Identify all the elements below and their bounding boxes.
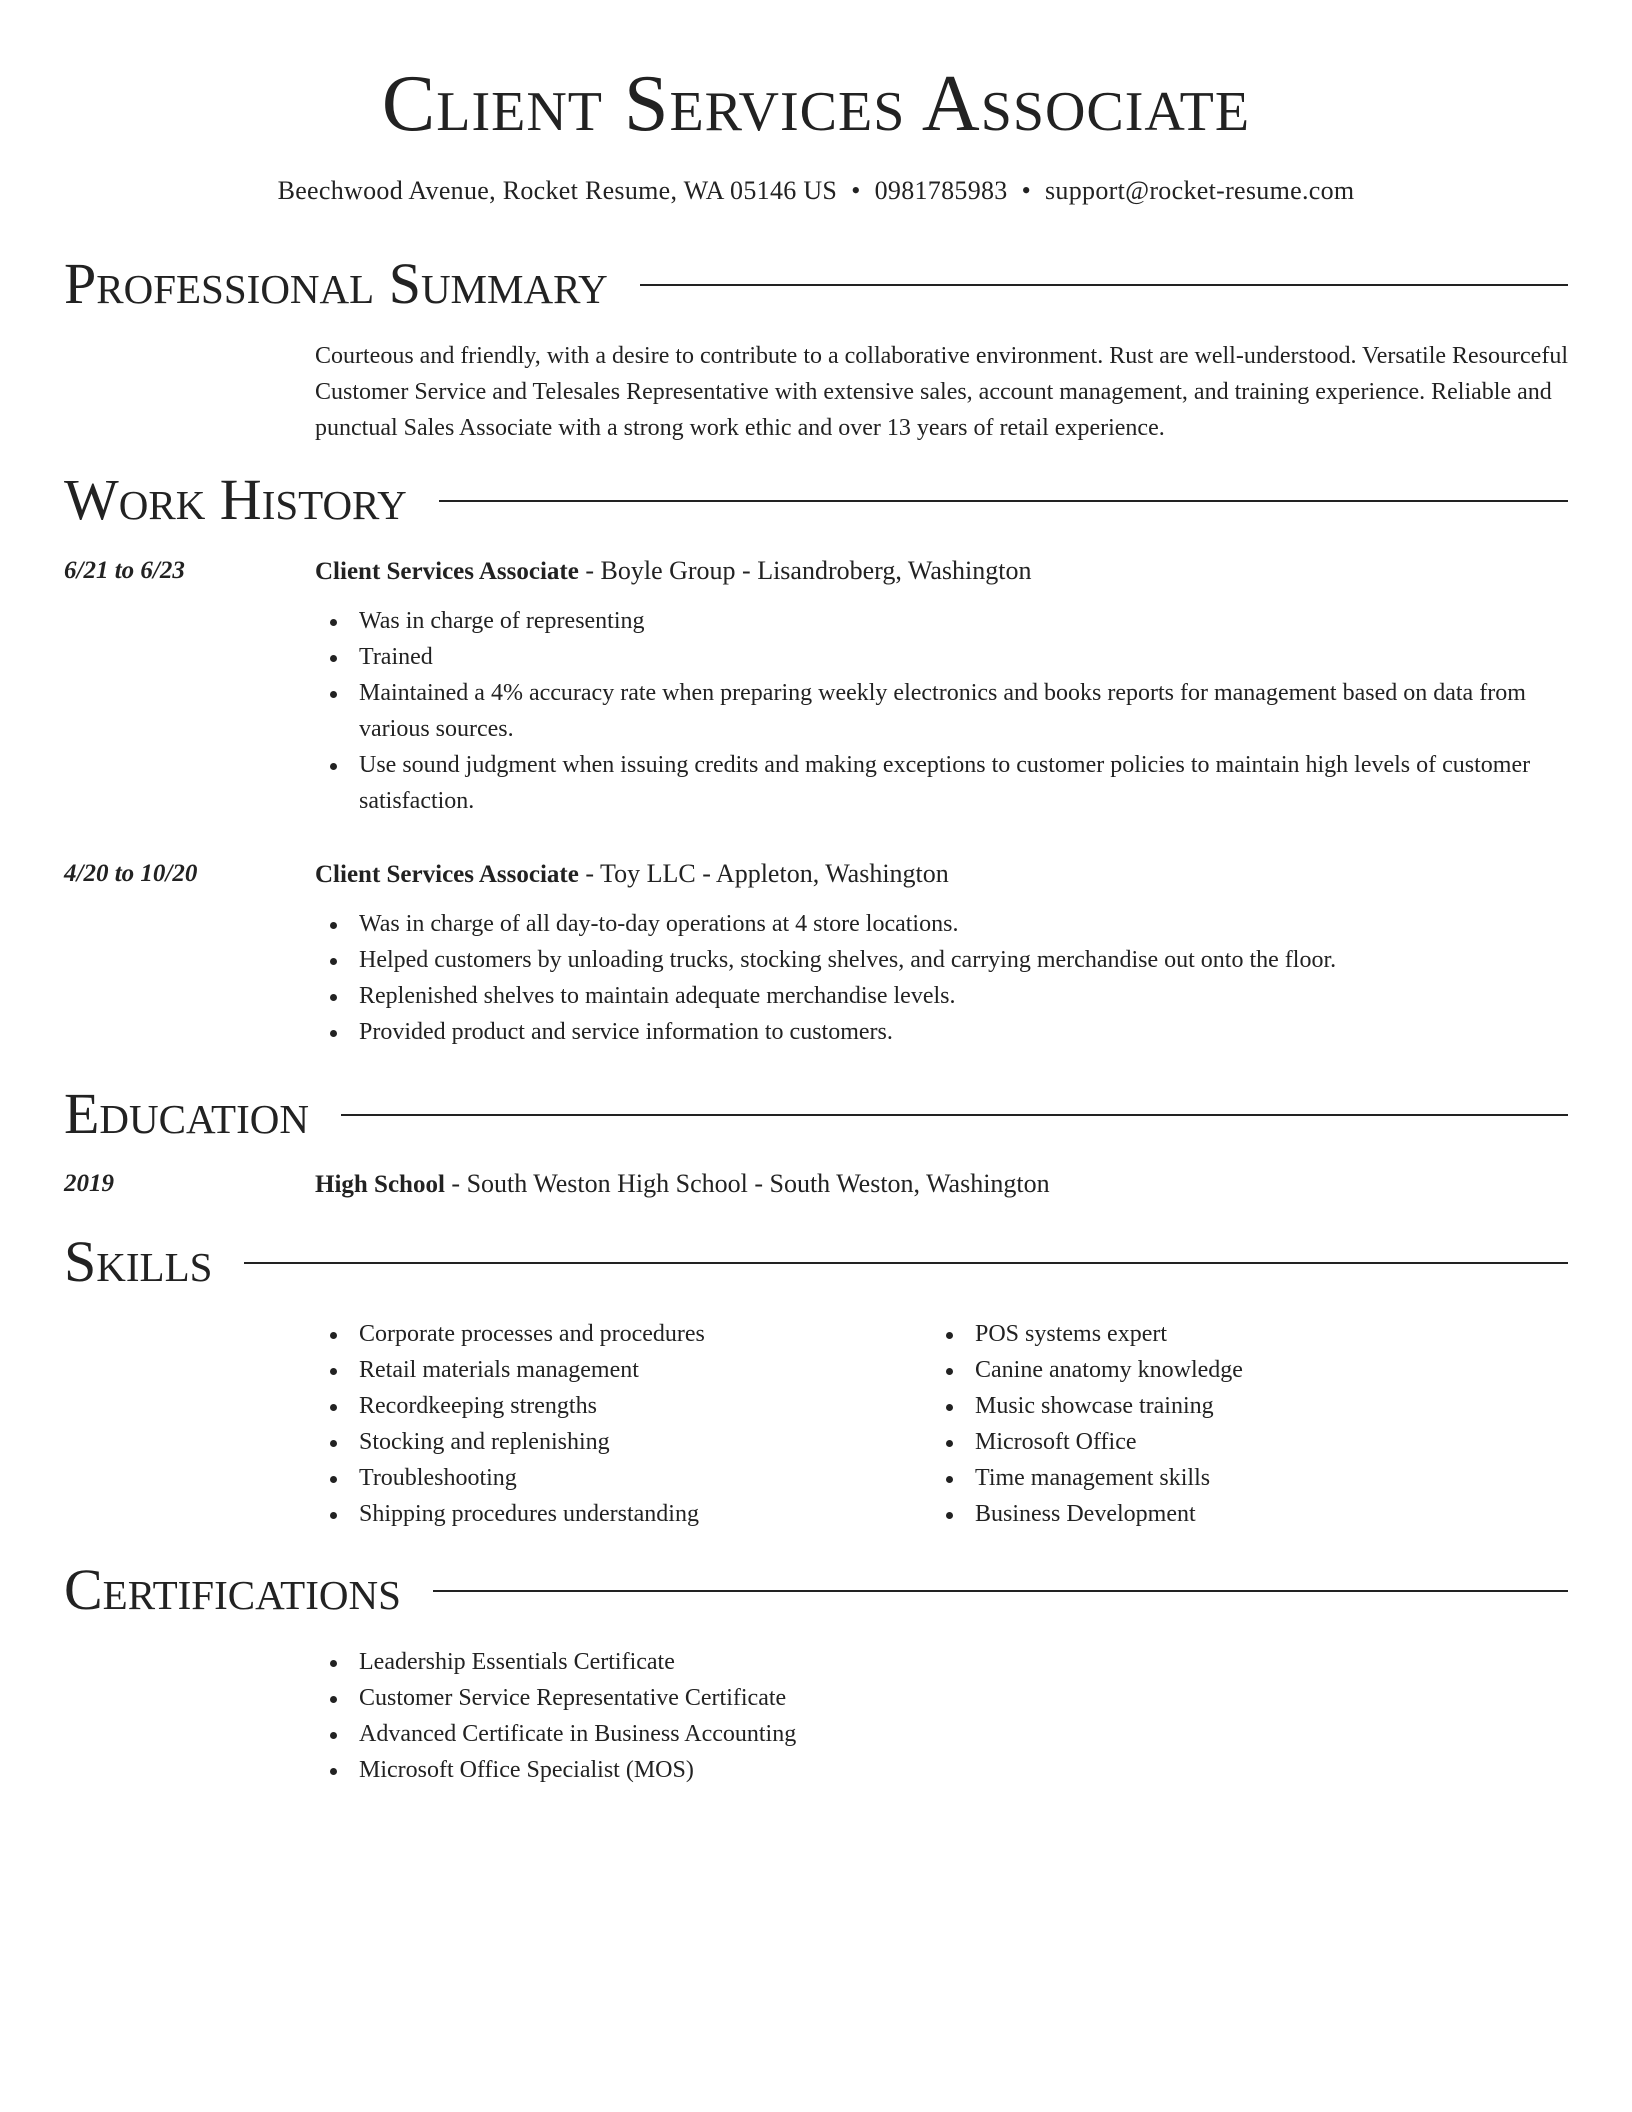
skill-item: Shipping procedures understanding <box>315 1496 915 1532</box>
section-title: Skills <box>64 1229 213 1294</box>
job-bullets <box>315 603 1568 819</box>
section-title: Education <box>64 1081 309 1146</box>
skills-list <box>931 1316 1531 1532</box>
skill-item: Stocking and replenishing <box>315 1424 915 1460</box>
skill-item: POS systems expert <box>931 1316 1531 1352</box>
section-title: Professional Summary <box>64 251 608 316</box>
education-details: - South Weston High School - South Weston, Washington <box>444 1169 1050 1198</box>
section-title: Work History <box>64 467 407 532</box>
job-role: Client Services Associate <box>315 558 579 585</box>
education-section-heading <box>64 1082 1568 1146</box>
list-item: Use sound judgment when issuing credits and making exceptions to customer policies to maintain high levels of customer satisfaction. <box>315 747 1568 819</box>
job-details: - Boyle Group - Lisandroberg, Washington <box>578 556 1032 585</box>
list-item: Replenished shelves to maintain adequate merchandise levels. <box>315 978 1568 1014</box>
education-year: 2019 <box>64 1170 114 1197</box>
section-divider <box>640 284 1568 286</box>
certifications-section-heading <box>64 1558 1568 1622</box>
skill-item: Troubleshooting <box>315 1460 915 1496</box>
education-degree: High School <box>315 1171 445 1198</box>
contact-line <box>0 174 1632 208</box>
list-item: Provided product and service information to customers. <box>315 1014 1568 1050</box>
contact-address: Beechwood Avenue, Rocket Resume, WA 05146 US <box>277 176 838 205</box>
skill-item: Recordkeeping strengths <box>315 1388 915 1424</box>
job-role: Client Services Associate <box>315 861 579 888</box>
job-dates: 6/21 to 6/23 <box>64 557 185 584</box>
certification-item: Advanced Certificate in Business Accounting <box>315 1716 1568 1752</box>
contact-separator: • <box>1021 176 1031 205</box>
skill-item: Canine anatomy knowledge <box>931 1352 1531 1388</box>
skills-column-right <box>931 1316 1531 1532</box>
skills-section-heading <box>64 1230 1568 1294</box>
summary-text: Courteous and friendly, with a desire to contribute to a collaborative environment. Rust are well-understood. Versatile Resourceful Customer Service and Telesales Representative with extensive sales, account management, and training experience. Reliable and punctual Sales Associate with a strong work ethic and over 13 years of retail experience. <box>315 343 1568 441</box>
skills-list <box>315 1316 915 1532</box>
certification-item: Leadership Essentials Certificate <box>315 1644 1568 1680</box>
job-heading <box>315 856 949 893</box>
job-dates: 4/20 to 10/20 <box>64 860 198 887</box>
certification-item: Microsoft Office Specialist (MOS) <box>315 1752 1568 1788</box>
skill-item: Business Development <box>931 1496 1531 1532</box>
resume-title: Client Services Associate <box>381 60 1251 148</box>
skill-item: Corporate processes and procedures <box>315 1316 915 1352</box>
job-details: - Toy LLC - Appleton, Washington <box>578 859 949 888</box>
contact-separator: • <box>851 176 861 205</box>
section-divider <box>433 1590 1568 1592</box>
section-divider <box>244 1262 1568 1264</box>
job-bullets <box>315 906 1568 1050</box>
list-item: Maintained a 4% accuracy rate when preparing weekly electronics and books reports for management based on data from various sources. <box>315 675 1568 747</box>
skill-item: Music showcase training <box>931 1388 1531 1424</box>
summary-section-heading <box>64 252 1568 316</box>
list-item: Was in charge of all day-to-day operations at 4 store locations. <box>315 906 1568 942</box>
job-heading <box>315 553 1031 590</box>
contact-phone: 0981785983 <box>874 176 1008 205</box>
skills-column-left <box>315 1316 915 1532</box>
education-heading <box>315 1166 1050 1203</box>
list-item: Was in charge of representing <box>315 603 1568 639</box>
work-history-section-heading <box>64 468 1568 532</box>
section-title: Certifications <box>64 1557 401 1622</box>
contact-email: support@rocket-resume.com <box>1045 176 1355 205</box>
section-divider <box>341 1114 1568 1116</box>
certification-item: Customer Service Representative Certificate <box>315 1680 1568 1716</box>
section-divider <box>439 500 1568 502</box>
certifications-list <box>315 1644 1568 1788</box>
skill-item: Retail materials management <box>315 1352 915 1388</box>
skill-item: Time management skills <box>931 1460 1531 1496</box>
list-item: Helped customers by unloading trucks, stocking shelves, and carrying merchandise out onto the floor. <box>315 942 1568 978</box>
list-item: Trained <box>315 639 1568 675</box>
skill-item: Microsoft Office <box>931 1424 1531 1460</box>
